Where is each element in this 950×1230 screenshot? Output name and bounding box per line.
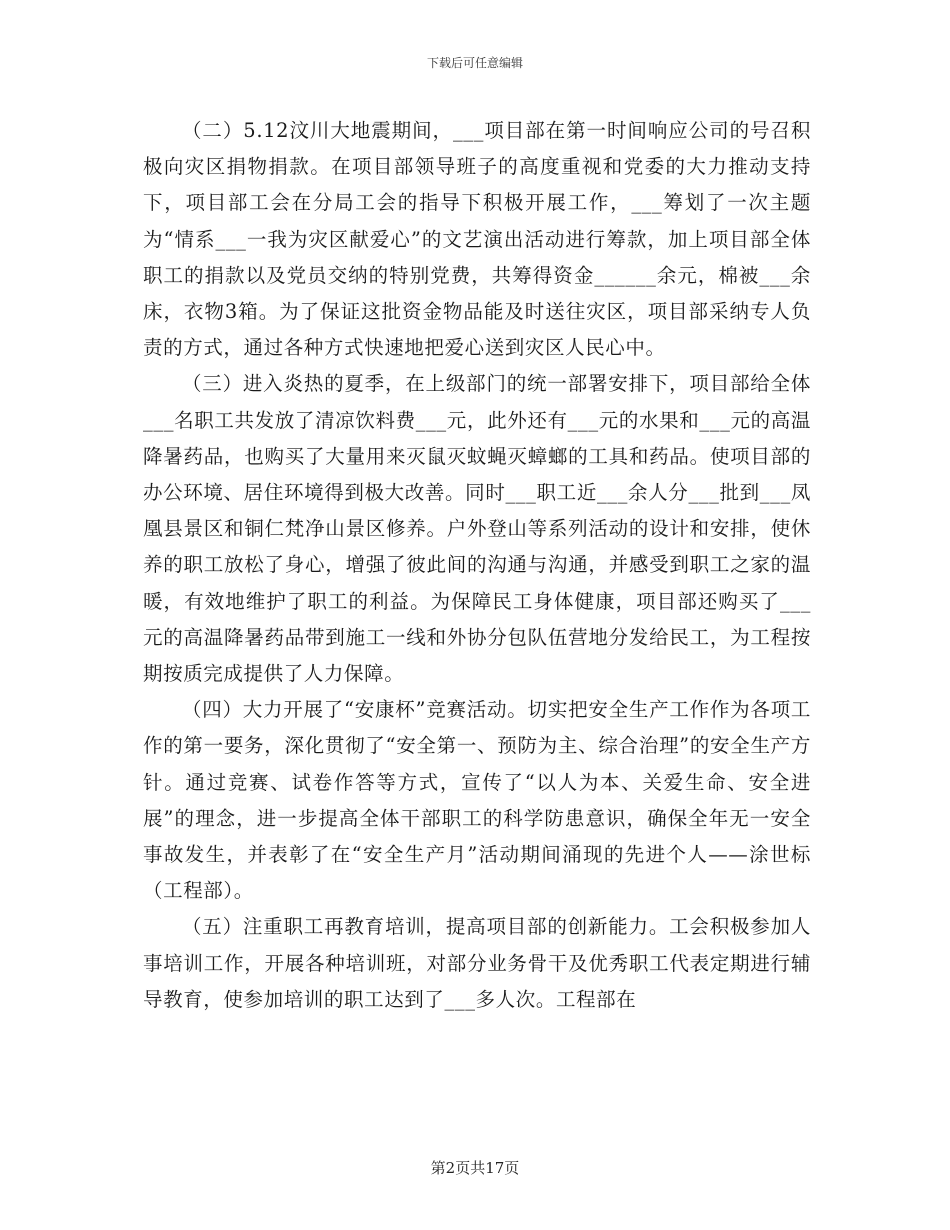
paragraph-5: （五）注重职工再教育培训，提高项目部的创新能力。工会积极参加人事培训工作，开展各种培训班，对部分业务骨干及优秀职工代表定期进行辅导教育，使参加培训的职工达到了___多人次。工程部在 — [143, 915, 811, 1011]
paragraph-4: （四）大力开展了“安康杯”竞赛活动。切实把安全生产工作作为各项工作的第一要务，深化贯彻了“安全第一、预防为主、综合治理”的安全生产方针。通过竞赛、试卷作答等方式，宣传了“以人为本、关爱生命、安全进展”的理念，进一步提高全体干部职工的科学防患意识，确保全年无一安全事故发生，并表彰了在“安全生产月”活动期间涌现的先进个人——涂世标（工程部）。 — [143, 698, 811, 903]
paragraph-3: （三）进入炎热的夏季，在上级部门的统一部署安排下，项目部给全体___名职工共发放了清凉饮料费___元，此外还有___元的水果和___元的高温降暑药品，也购买了大量用来灭鼠灭蚊蝇灭蟑螂的工具和药品。使项目部的办公环境、居住环境得到极大改善。同时___职工近___余人分___批到___凤凰县景区和铜仁梵净山景区修养。户外登山等系列活动的设计和安排，使休养的职工放松了身心，增强了彼此间的沟通与沟通，并感受到职工之家的温暖，有效地维护了职工的利益。为保障民工身体健康，项目部还购买了___元的高温降暑药品带到施工一线和外协分包队伍营地分发给民工，为工程按期按质完成提供了人力保障。 — [143, 372, 811, 686]
page-footer: 第2页共17页 — [430, 1159, 520, 1177]
paragraph-2: （二）5.12汶川大地震期间，___项目部在第一时间响应公司的号召积极向灾区捐物捐款。在项目部领导班子的高度重视和党委的大力推动支持下，项目部工会在分局工会的指导下积极开展工作，___筹划了一次主题为“情系___一我为灾区献爱心”的文艺演出活动进行筹款，加上项目部全体职工的捐款以及党员交纳的特别党费，共筹得资金______余元，棉被___余床，衣物3箱。为了保证这批资金物品能及时送往灾区，项目部采纳专人负责的方式，通过各种方式快速地把爱心送到灾区人民心中。 — [143, 119, 811, 360]
page-header: 下载后可任意编辑 — [426, 56, 523, 70]
document-body — [143, 113, 811, 1018]
